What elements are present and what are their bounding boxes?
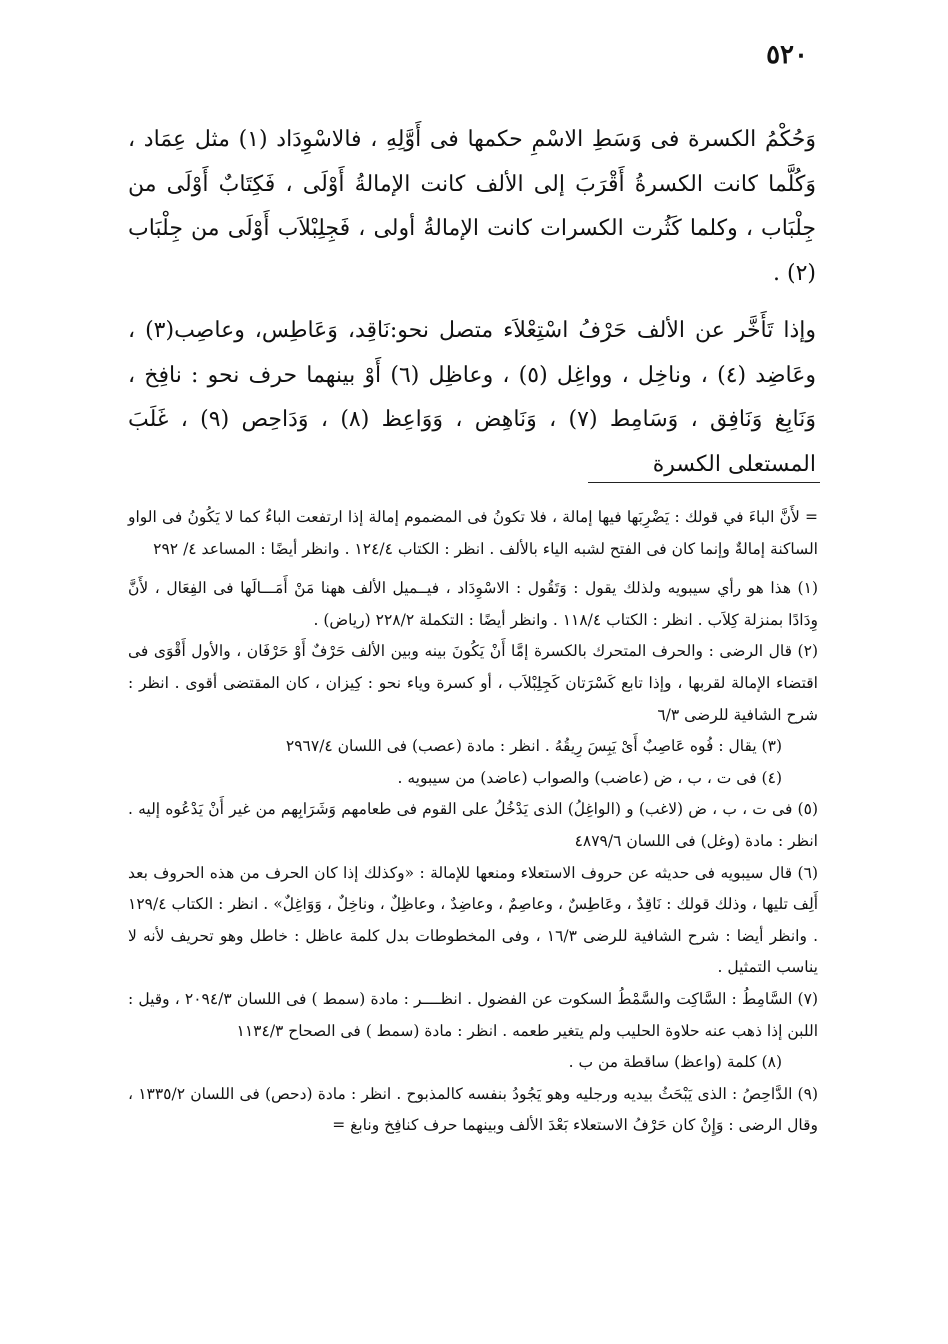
main-paragraph: وإذا تَأَخَّر عن الألف حَرْفُ اسْتِعْلاَء متصل نحو:نَاقِد، وَعَاطِس، وعاصِب(٣) ، وعَاضِد (٤) ، وناخِل ، وواغِل (٥) ، وعاظِل (٦) أَوْ بينهما حرف نحو : نافِخ ، وَنَابِغ وَنَافِق ، وَسَامِط (٧) ، وَنَاهِض ، وَوَاعِظ (٨) ، وَدَاحِص (٩) ، غَلَبَ المستعلى الكسرة	[128, 318, 816, 477]
main-paragraph: وَحُكْمُ الكسرة فى وَسَطِ الاسْمِ حكمها فى أَوَّلِهِ ، فالاسْوِدَاد (١) مثل عِمَاد ، وَكُلَّما كانت الكسرةُ أَقْرَبَ إلى الألف كانت الإمالةُ أَوْلَى ، فَكِتَابٌ أَوْلَى من جِلْبَاب ، وكلما كَثُرت الكسرات كانت الإمالةُ أولى ، فَجِلِبْلاَب أَوْلَى من جِلْبَاب (٢) .	[128, 127, 816, 286]
footnote: (٧) السَّامِطُ : السَّاكِت والسَّمْطُ السكوت عن الفضول . انظــــر : مادة (سمط ) فى اللسان ٢٠٩٤/٣ ، وقيل : اللبن إذا ذهب عنه حلاوة الحليب ولم يتغير طعمه . انظر : مادة (سمط ) فى الصحاح ١١٣٤/٣	[128, 989, 818, 1040]
footnote-divider	[588, 482, 820, 483]
footnote: (٤) فى ت ، ب ، ض (عاضب) والصواب (عاضد) من سيبويه .	[397, 768, 782, 787]
footnote-continuation: = لأَنَّ الباءَ في قولك : يَضْرِبَها فيها إمالة ، فلا تكونُ فى المضموم إمالة إذا ارتفعت الباءُ كما لا يَكُونُ فى الواو الساكنة إمالةٌ وإنما كان فى الفتح لشبه الياء بالألف . انظر : الكتاب ١٢٤/٤ . وانظر أيضًا : المساعد ٤/ ٢٩٢	[128, 508, 818, 558]
page-number: ٥٢٠	[766, 40, 808, 70]
footnote: (٣) يقال : فُوه عَاصِبٌ أَىْ يَبِسَ رِيقُهُ . انظر : مادة (عصب) فى اللسان ٢٩٦٧/٤	[285, 737, 782, 756]
footnote: (٥) فى ت ، ب ، ض (لاغب) و (الواغِلُ) الذى يَدْخُلُ على القوم فى طعامهم وَشَرَابِهم من غير أَنْ يَدْعُوه إليه . انظر : مادة (وغل) فى اللسان ٤٨٧٩/٦	[128, 800, 818, 850]
footnote: (٨) كلمة (واعظ) ساقطة من ب .	[568, 1053, 782, 1072]
footnotes	[128, 502, 818, 1142]
footnote: (١) هذا هو رأي سيبويه ولذلك يقول : وَتَقُول : الاسْوِدَاد ، فيــميل الألف ههنا مَنْ أَمَـــالَها فى الفِعَال ، لأَنَّ وِدَادًا بمنزلة كِلاَب . انظر : الكتاب ١١٨/٤ . وانظر أيضًا : التكملة ٢٢٨/٢ (رياض) .	[128, 579, 818, 629]
footnote: (٩) الدَّاحِصُ : الذى يَبْحَثُ بيديه ورجليه وهو يَجُودُ بنفسه كالمذبوح . انظر : مادة (دحص) فى اللسان ١٣٣٥/٢ ، وقال الرضى : وَإِنْ كان حَرْفُ الاستعلاء بَعْدَ الألف وبينهما حرف كنافِخ ونابغ =	[128, 1084, 818, 1135]
footnote: (٢) قال الرضى : والحرف المتحرك بالكسرة إمَّا أَنْ يَكُونَ بينه وبين الألف حَرْفٌ أَوْ حَرْفَان ، والأول أَقْوَى فى اقتضاء الإمالة لقربها ، وإذا تابع كَسْرَتان كَجِلِبْلاَب ، أو كسرة وياء نحو : كِيزان ، كان المقتضى أقوى . انظر : شرح الشافية للرضى ٦/٣	[128, 642, 818, 724]
main-text	[128, 118, 816, 487]
footnote: (٦) قال سيبويه فى حديثه عن حروف الاستعلاء ومنعها للإمالة : «وكذلك إذا كان الحرف من هذه الحروف بعد أَلِف تليها ، وذلك قولك : نَاقِدٌ ، وعَاطِسٌ ، وعاصِمٌ ، وعاضِدٌ ، وعاظِلٌ ، وناخِلٌ ، وَوَاغِلٌ» . انظر : الكتاب ١٢٩/٤ . وانظر أيضا : شرح الشافية للرضى ١٦/٣ ، وفى المخطوطات بدل كلمة عاظل : خاطل وهو تحريف لأنه لا يناسب التمثيل .	[128, 863, 818, 977]
